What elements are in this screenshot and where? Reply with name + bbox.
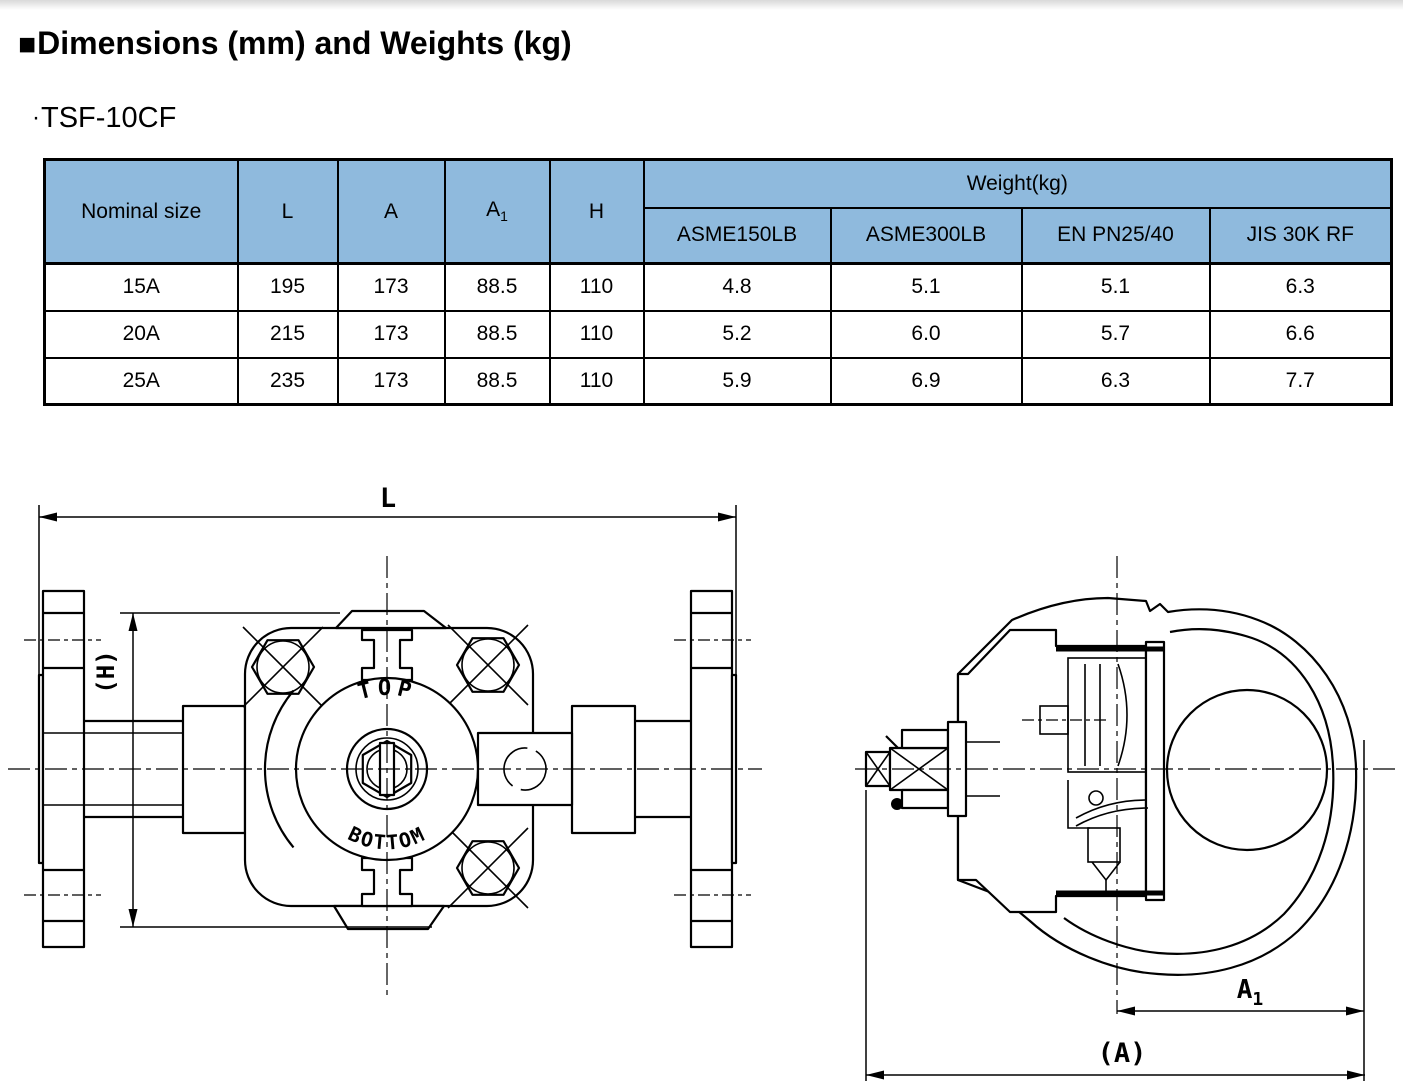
cell-w-en: 6.3: [1022, 358, 1210, 405]
product-bullet: ·: [32, 104, 40, 131]
dim-a1-label: $A_1$: [1236, 975, 1264, 1010]
cell-w-asme300: 6.9: [831, 358, 1022, 405]
cell-a1: 88.5: [445, 311, 550, 358]
col-header-en-pn2540: EN PN25/40: [1022, 208, 1210, 264]
weight-group-header: Weight(kg): [644, 160, 1392, 208]
col-header-a1: [445, 160, 550, 264]
cell-w-asme150: 5.9: [644, 358, 831, 405]
cell-w-en: 5.7: [1022, 311, 1210, 358]
dim-a-label: (A): [1097, 1038, 1147, 1069]
cell-w-asme150: 4.8: [644, 264, 831, 311]
cell-w-jis: 6.3: [1210, 264, 1392, 311]
product-label: [32, 102, 176, 135]
cell-w-asme300: 6.0: [831, 311, 1022, 358]
cast-label-bottom: BOTTOM: [344, 821, 430, 855]
col-header-nominal-size: Nominal size: [45, 160, 238, 264]
dim-h-label: (H): [92, 650, 120, 694]
col-header-jis-30k: JIS 30K RF: [1210, 208, 1392, 264]
product-name: TSF-10CF: [41, 102, 177, 134]
cell-size: 25A: [45, 358, 238, 405]
dimensions-weights-table: [43, 158, 1393, 406]
cell-size: 15A: [45, 264, 238, 311]
cell-w-jis: 6.6: [1210, 311, 1392, 358]
cell-w-jis: 7.7: [1210, 358, 1392, 405]
bonnet: [958, 630, 1146, 912]
table-row-20a: [45, 311, 1392, 358]
dim-l-label: L: [379, 483, 397, 514]
cell-h: 110: [550, 311, 644, 358]
cell-l: 215: [238, 311, 338, 358]
page-title: [18, 25, 572, 62]
cell-a: 173: [338, 264, 445, 311]
cell-a1: 88.5: [445, 358, 550, 405]
plate-bottom-skirt: [334, 906, 444, 929]
table-row-25a: [45, 358, 1392, 405]
cell-w-asme150: 5.2: [644, 311, 831, 358]
cell-size: 20A: [45, 311, 238, 358]
cell-l: 195: [238, 264, 338, 311]
cell-a: 173: [338, 358, 445, 405]
side-view-drawing: [855, 556, 1398, 1081]
cell-h: 110: [550, 358, 644, 405]
col-header-asme300: ASME300LB: [831, 208, 1022, 264]
cell-l: 235: [238, 358, 338, 405]
front-view-drawing: [8, 483, 762, 1000]
gland-bolt-dot: [891, 798, 903, 810]
title-square-marker: ■: [18, 28, 37, 62]
page-top-shade: [0, 0, 1403, 10]
cell-h: 110: [550, 264, 644, 311]
col-header-a1-base: A: [486, 198, 501, 222]
col-header-a: A: [338, 160, 445, 264]
cell-w-asme300: 5.1: [831, 264, 1022, 311]
col-header-h: H: [550, 160, 644, 264]
valve-mechanism: [958, 630, 1164, 912]
col-header-l: L: [238, 160, 338, 264]
table-row-15a: [45, 264, 1392, 311]
technical-drawings: [0, 460, 1403, 1083]
seat-plate: [1146, 642, 1164, 900]
col-header-asme150: ASME150LB: [644, 208, 831, 264]
cast-label-top: TOP: [355, 675, 419, 706]
float-ball: [1167, 690, 1327, 850]
cell-a: 173: [338, 311, 445, 358]
cell-a1: 88.5: [445, 264, 550, 311]
page-title-text: Dimensions (mm) and Weights (kg): [37, 25, 572, 62]
plate-top-cap: [336, 611, 446, 628]
cell-w-en: 5.1: [1022, 264, 1210, 311]
col-header-a1-sub: 1: [500, 208, 508, 225]
